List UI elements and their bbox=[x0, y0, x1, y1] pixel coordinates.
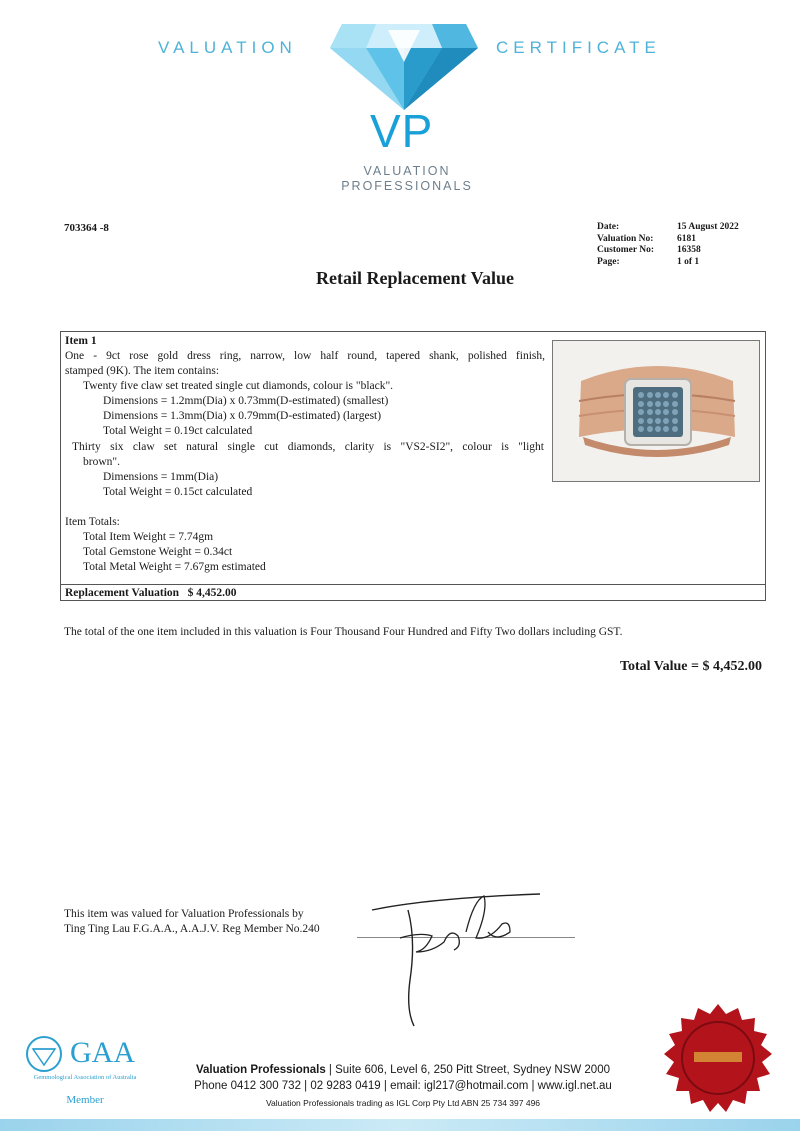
total-gemstone-weight: Total Gemstone Weight = 0.34ct bbox=[83, 546, 233, 558]
item-heading: Item 1 bbox=[65, 335, 97, 347]
gaa-diamond-icon bbox=[24, 1036, 64, 1072]
logo-sub-valuation: VALUATION bbox=[363, 164, 451, 178]
total-metal-weight: Total Metal Weight = 7.67gm estimated bbox=[83, 561, 266, 573]
group2-dimension: Dimensions = 1mm(Dia) bbox=[103, 471, 219, 483]
footer-company: Valuation Professionals bbox=[196, 1064, 326, 1076]
header-certificate-word: CERTIFICATE bbox=[496, 38, 661, 57]
footer-trading: Valuation Professionals trading as IGL Corp Pty Ltd ABN 25 734 397 496 bbox=[265, 1098, 541, 1108]
reference-number: 703364 -8 bbox=[64, 222, 109, 234]
group1-dimension-largest: Dimensions = 1.3mm(Dia) x 0.79mm(D-estimated) (largest) bbox=[103, 410, 382, 422]
meta-label-valuation-no: Valuation No: bbox=[597, 233, 654, 244]
vp-logo-letters: VP bbox=[370, 105, 434, 157]
item-totals-heading: Item Totals: bbox=[65, 516, 120, 528]
total-value: Total Value = $ 4,452.00 bbox=[619, 659, 762, 674]
total-item-weight: Total Item Weight = 7.74gm bbox=[83, 531, 214, 543]
diamond-logo-icon bbox=[330, 18, 478, 110]
item-desc-line2: stamped (9K). The item contains: bbox=[65, 365, 220, 377]
footer-contact: Phone 0412 300 732 | 02 9283 0419 | email: igl217@hotmail.com | www.igl.net.au bbox=[194, 1080, 612, 1092]
signer-line2: Ting Ting Lau F.G.A.A., A.A.J.V. Reg Member No.240 bbox=[64, 923, 320, 935]
group1-total-weight: Total Weight = 0.19ct calculated bbox=[103, 425, 253, 437]
meta-values bbox=[677, 222, 739, 268]
bottom-decorative-band bbox=[0, 1119, 800, 1131]
logo-sub-professionals: PROFESSIONALS bbox=[341, 179, 473, 193]
signer-block bbox=[64, 907, 320, 937]
footer-address: | Suite 606, Level 6, 250 Pitt Street, Sydney NSW 2000 bbox=[325, 1064, 610, 1076]
red-seal-icon bbox=[660, 1002, 776, 1118]
ring-image-icon bbox=[553, 341, 760, 482]
item-desc-line1: One - 9ct rose gold dress ring, narrow, low half round, tapered shank, polished finish, bbox=[65, 350, 545, 362]
replacement-valuation bbox=[65, 586, 237, 601]
meta-label-date: Date: bbox=[597, 222, 620, 232]
ring-photo bbox=[552, 340, 760, 482]
header-valuation-word: VALUATION bbox=[158, 38, 297, 57]
group2-title: Thirty six claw set natural single cut diamonds, clarity is "VS2-SI2", colour is "light bbox=[72, 441, 544, 453]
meta-value-page: 1 of 1 bbox=[677, 256, 700, 267]
gaa-sub-text: Gemmological Association of Australia bbox=[33, 1074, 137, 1081]
meta-value-customer-no: 16358 bbox=[677, 245, 701, 255]
footer-address-block bbox=[168, 1062, 638, 1094]
meta-value-date: 15 August 2022 bbox=[677, 222, 739, 232]
meta-value-valuation-no: 6181 bbox=[677, 233, 696, 244]
group2-title-cont: brown". bbox=[83, 456, 120, 468]
meta-label-page: Page: bbox=[597, 256, 620, 267]
summary-text: The total of the one item included in this valuation is Four Thousand Four Hundred and Fifty Two dollars including GST. bbox=[64, 626, 623, 638]
signature-icon bbox=[370, 880, 570, 1030]
group2-total-weight: Total Weight = 0.15ct calculated bbox=[103, 486, 253, 498]
meta-labels bbox=[597, 222, 654, 268]
meta-label-customer-no: Customer No: bbox=[597, 245, 655, 255]
replacement-valuation-value: $ 4,452.00 bbox=[187, 587, 237, 599]
footer-address-line bbox=[168, 1062, 638, 1078]
page-title: Retail Replacement Value bbox=[316, 268, 514, 288]
gaa-logo-text: GAA bbox=[70, 1036, 135, 1069]
item-box-divider bbox=[60, 584, 766, 585]
gaa-member-text: Member bbox=[66, 1094, 104, 1106]
signer-line1: This item was valued for Valuation Professionals by bbox=[64, 908, 304, 920]
group1-title: Twenty five claw set treated single cut diamonds, colour is "black". bbox=[83, 380, 394, 392]
replacement-valuation-label: Replacement Valuation bbox=[65, 587, 180, 599]
group1-dimension-smallest: Dimensions = 1.2mm(Dia) x 0.73mm(D-estimated) (smallest) bbox=[103, 395, 389, 407]
